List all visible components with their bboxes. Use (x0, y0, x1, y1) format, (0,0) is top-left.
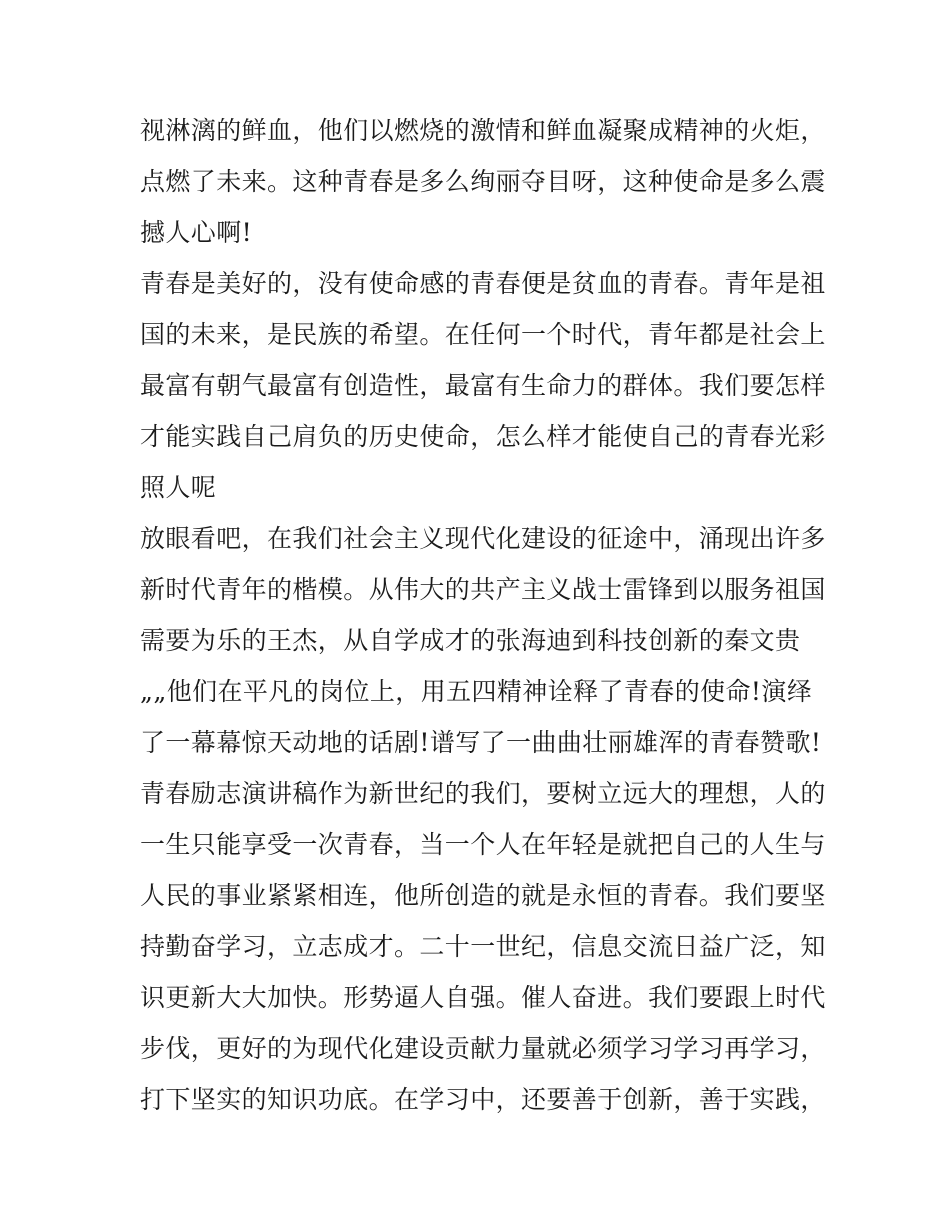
text-line: 最富有朝气最富有创造性，最富有生命力的群体。我们要怎样 (140, 371, 826, 400)
text-line: 人民的事业紧紧相连，他所创造的就是永恒的青春。我们要坚 (140, 881, 826, 910)
text-line: 持勤奋学习，立志成才。二十一世纪，信息交流日益广泛，知 (140, 932, 826, 961)
body-text (140, 105, 830, 1125)
text-line: 步伐，更好的为现代化建设贡献力量就必须学习学习再学习， (140, 1034, 826, 1063)
text-line: 打下坚实的知识功底。在学习中，还要善于创新，善于实践， (140, 1085, 826, 1114)
text-line: 识更新大大加快。形势逼人自强。催人奋进。我们要跟上时代 (140, 983, 826, 1012)
text-line: 青春励志演讲稿作为新世纪的我们，要树立远大的理想，人的 (140, 779, 826, 808)
text-line: 放眼看吧，在我们社会主义现代化建设的征途中，涌现出许多 (140, 524, 826, 553)
text-line: 撼人心啊! (140, 218, 253, 247)
text-line: 国的未来，是民族的希望。在任何一个时代，青年都是社会上 (140, 320, 826, 349)
text-line: 点燃了未来。这种青春是多么绚丽夺目呀，这种使命是多么震 (140, 167, 826, 196)
text-line: 一生只能享受一次青春，当一个人在年轻是就把自己的人生与 (140, 830, 826, 859)
text-line: 照人呢 (140, 473, 217, 502)
text-line: 了一幕幕惊天动地的话剧!谱写了一曲曲壮丽雄浑的青春赞歌! (140, 728, 822, 757)
text-line: 视淋漓的鲜血，他们以燃烧的激情和鲜血凝聚成精神的火炬， (140, 116, 826, 145)
text-line: 青春是美好的，没有使命感的青春便是贫血的青春。青年是祖 (140, 269, 826, 298)
text-line: 才能实践自己肩负的历史使命，怎么样才能使自己的青春光彩 (140, 422, 826, 451)
text-line: 新时代青年的楷模。从伟大的共产主义战士雷锋到以服务祖国 (140, 575, 826, 604)
text-line: „„他们在平凡的岗位上，用五四精神诠释了青春的使命!演绎 (140, 677, 813, 706)
text-line: 需要为乐的王杰，从自学成才的张海迪到科技创新的秦文贵 (140, 626, 801, 655)
